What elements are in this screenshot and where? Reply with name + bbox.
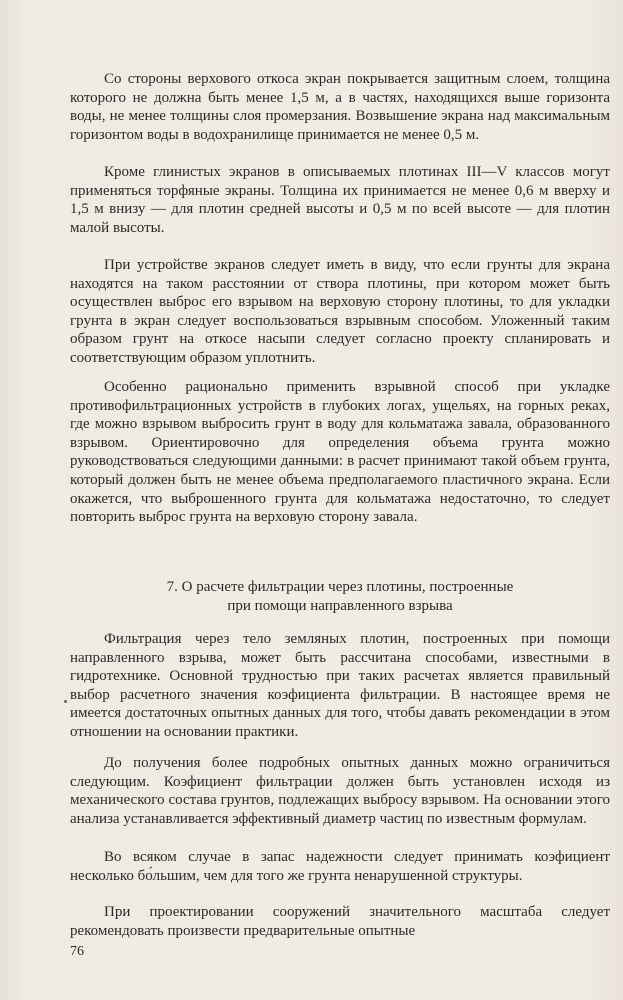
- paragraph-peat-screens: Кроме глинистых экранов в описываемых плотинах III—V классов могут применяться торфяные экраны. Толщина их принимается не менее 0,6 м вверху и 1,5 м внизу — для плотин средней высоты и 0,5 м по всей высоте — для плотин малой высоты.: [70, 164, 610, 236]
- paragraph-screen-construction: При устройстве экранов следует иметь в виду, что если грунты для экрана находятся на таком расстоянии от створа плотины, при котором может быть осуществлен выброс его взрывом на верховую сторону плотины, то для укладки грунта в экран следует воспользоваться взрывным способом. Уложенный таким образом грунт на откосе насыпи следует согласно проекту спланировать и соответствующим образом уплотнить.: [70, 257, 610, 366]
- paragraph-large-structures: При проектировании сооружений значительного масштаба следует рекомендовать произвести предварительные опытные: [70, 904, 610, 939]
- paragraph-filtration-coefficient: До получения более подробных опытных данных можно ограничиться следующим. Коэфициент фильтрации должен быть установлен исходя из механического состава грунтов, подлежащих выбросу взрывом. На основании этого анализа устанавливается эффективный диаметр частиц по известным формулам.: [70, 755, 610, 827]
- paragraph-screen-protection: Со стороны верхового откоса экран покрывается защитным слоем, толщина которого не должна быть менее 1,5 м, а в частях, находящихся выше горизонта воды, не менее толщины слоя промерзания. Возвышение экрана над максимальным горизонтом воды в водохранилище принимается не менее 0,5 м.: [70, 71, 610, 143]
- paragraph-safety-margin: Во всяком случае в запас надежности следует принимать коэфициент несколько бо́льшим, чем для того же грунта ненарушенной структуры.: [70, 849, 610, 884]
- paragraph-filtration-intro: Фильтрация через тело земляных плотин, построенных при помощи направленного взрыва, может быть рассчитана способами, известными в гидротехнике. Основной трудностью при таких расчетах является правильный выбор расчетного значения коэфициента фильтрации. В настоящее время не имеется достаточных опытных данных для того, чтобы давать рекомендации в этом отношении на основании практики.: [70, 631, 610, 740]
- section-heading-line-2: при помощи направленного взрыва: [227, 598, 453, 614]
- section-heading-line-1: 7. О расчете фильтрации через плотины, построенные: [166, 579, 514, 595]
- paragraph-explosive-method: Особенно рационально применить взрывной способ при укладке противофильтрационных устройств в глубоких логах, ущельях, на горных реках, где можно взрывом выбросить грунт в воду для кольматажа завала, образованного взрывом. Ориентировочно для определения объема грунта можно руководствоваться следующими данными: в расчет принимают такой объем грунта, который должен быть не менее объема предполагаемого пластичного экрана. Если окажется, что выброшенного грунта для кольматажа недостаточно, то следует повторить выброс грунта на верховую сторону завала.: [70, 379, 610, 526]
- print-speck: [64, 700, 67, 703]
- section-heading: [70, 578, 610, 616]
- page-number: 76: [70, 944, 84, 959]
